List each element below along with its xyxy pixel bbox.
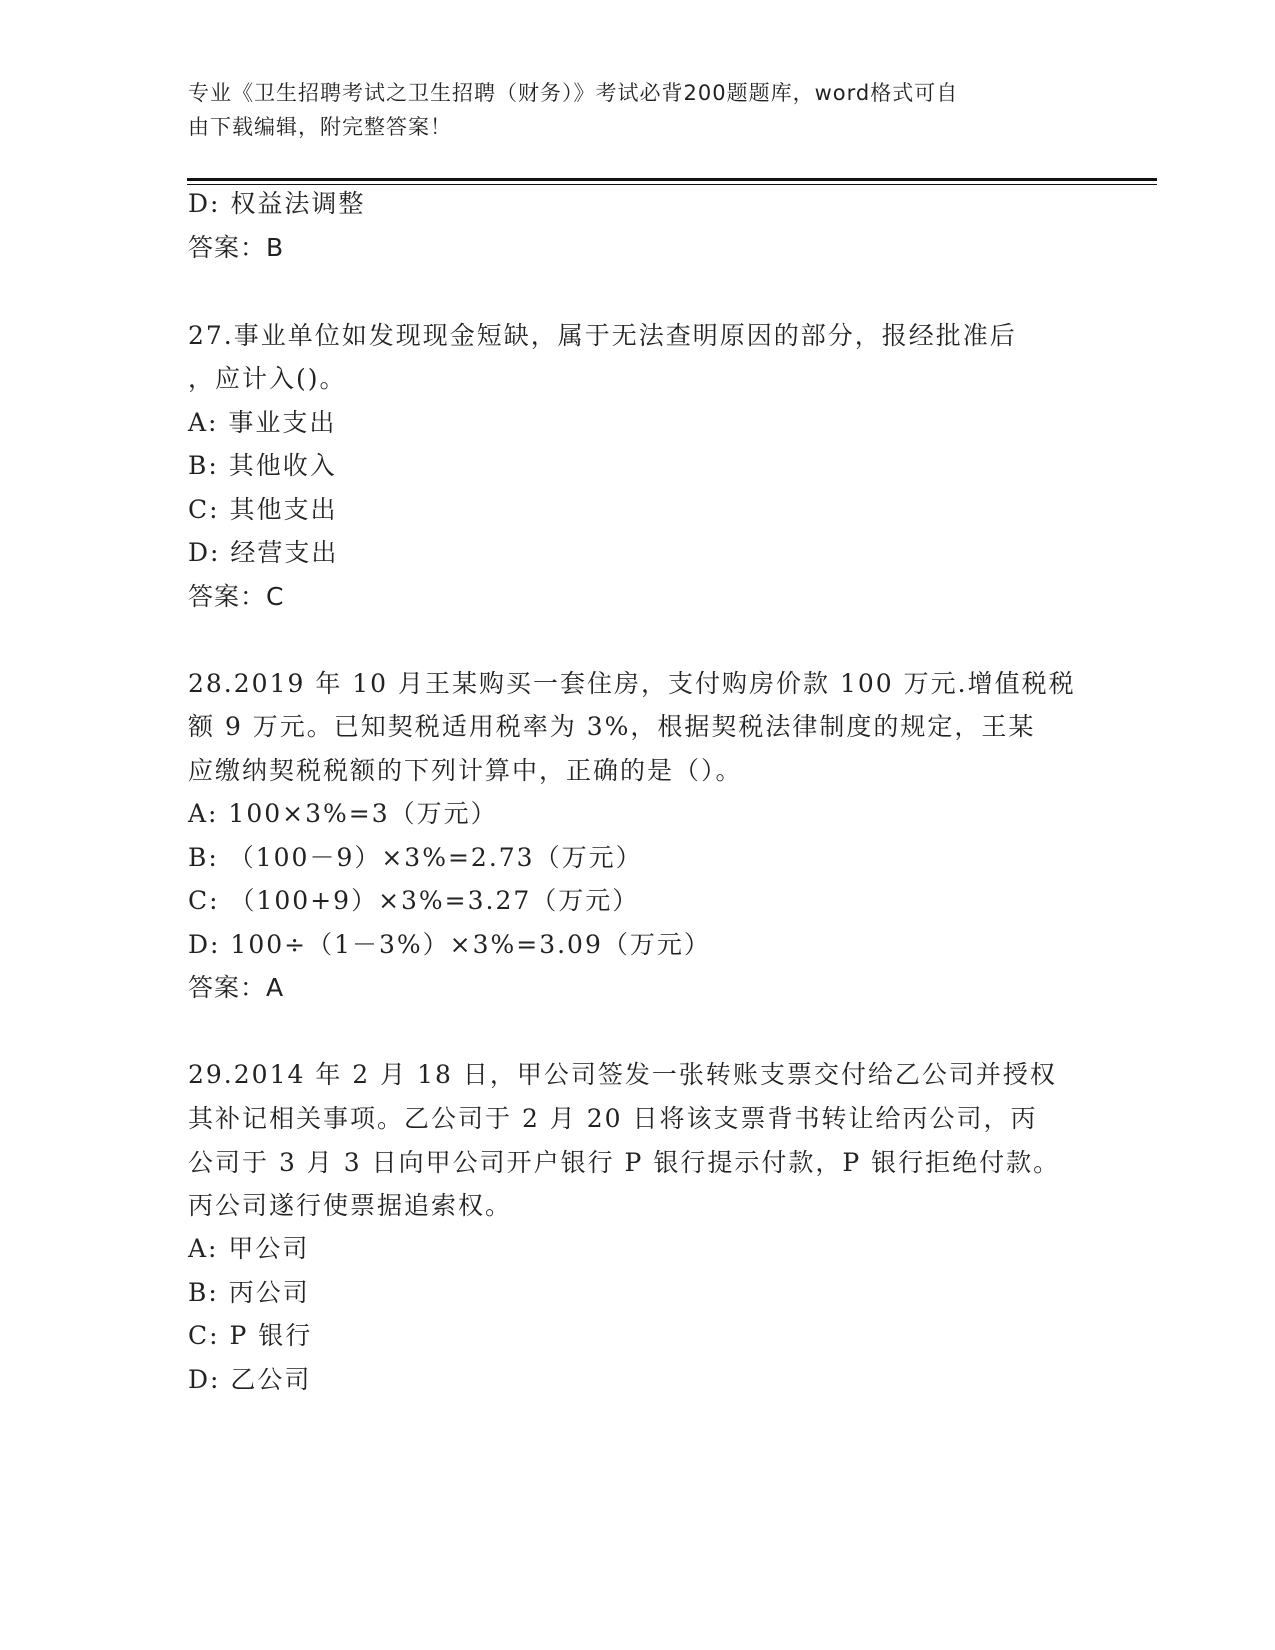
- header-title-line-2: 由下载编辑，附完整答案！: [188, 115, 452, 139]
- q28-stem-line-1: 28.2019 年 10 月王某购买一套住房，支付购房价款 100 万元.增值税税: [188, 669, 1076, 698]
- q29-stem-line-2: 其补记相关事项。乙公司于 2 月 20 日将该支票背书转让给丙公司，丙: [188, 1104, 1038, 1133]
- q28-option-c: C: （100+9）×3%=3.27（万元）: [188, 886, 640, 915]
- header-divider-thick: [187, 178, 1157, 181]
- q28-option-a: A: 100×3%=3（万元）: [188, 799, 498, 828]
- q29-option-b: B: 丙公司: [188, 1278, 310, 1307]
- q26-option-d: D: 权益法调整: [188, 189, 366, 218]
- q28-option-d: D: 100÷（1－3%）×3%=3.09（万元）: [188, 930, 711, 959]
- q29-stem-line-3: 公司于 3 月 3 日向甲公司开户银行 P 银行提示付款，P 银行拒绝付款。: [188, 1148, 1061, 1177]
- header-divider-thin: [187, 184, 1157, 185]
- q29-option-a: A: 甲公司: [188, 1234, 310, 1263]
- q27-option-b: B: 其他收入: [188, 451, 337, 480]
- q26-answer: 答案：B: [188, 233, 285, 262]
- q27-answer: 答案：C: [188, 582, 285, 611]
- q28-option-b: B: （100－9）×3%=2.73（万元）: [188, 843, 643, 872]
- q29-option-c: C: P 银行: [188, 1321, 313, 1350]
- q27-option-c: C: 其他支出: [188, 495, 338, 524]
- q27-option-d: D: 经营支出: [188, 538, 339, 567]
- q27-option-a: A: 事业支出: [188, 408, 337, 437]
- q27-stem-line-2: ，应计入()。: [188, 364, 347, 393]
- q29-option-d: D: 乙公司: [188, 1365, 312, 1394]
- q28-stem-line-2: 额 9 万元。已知契税适用税率为 3%，根据契税法律制度的规定，王某: [188, 712, 1036, 741]
- q27-stem-line-1: 27.事业单位如发现现金短缺，属于无法查明原因的部分，报经批准后: [188, 321, 1017, 350]
- q29-stem-line-4: 丙公司遂行使票据追索权。: [188, 1191, 513, 1220]
- document-header: [188, 76, 1068, 144]
- q28-stem-line-3: 应缴纳契税税额的下列计算中，正确的是（）。: [188, 756, 743, 785]
- header-title-line-1: 专业《卫生招聘考试之卫生招聘（财务）》考试必背200题题库，word格式可自: [188, 81, 959, 105]
- q28-answer: 答案：A: [188, 973, 285, 1002]
- q29-stem-line-1: 29.2014 年 2 月 18 日，甲公司签发一张转账支票交付给乙公司并授权: [188, 1060, 1057, 1089]
